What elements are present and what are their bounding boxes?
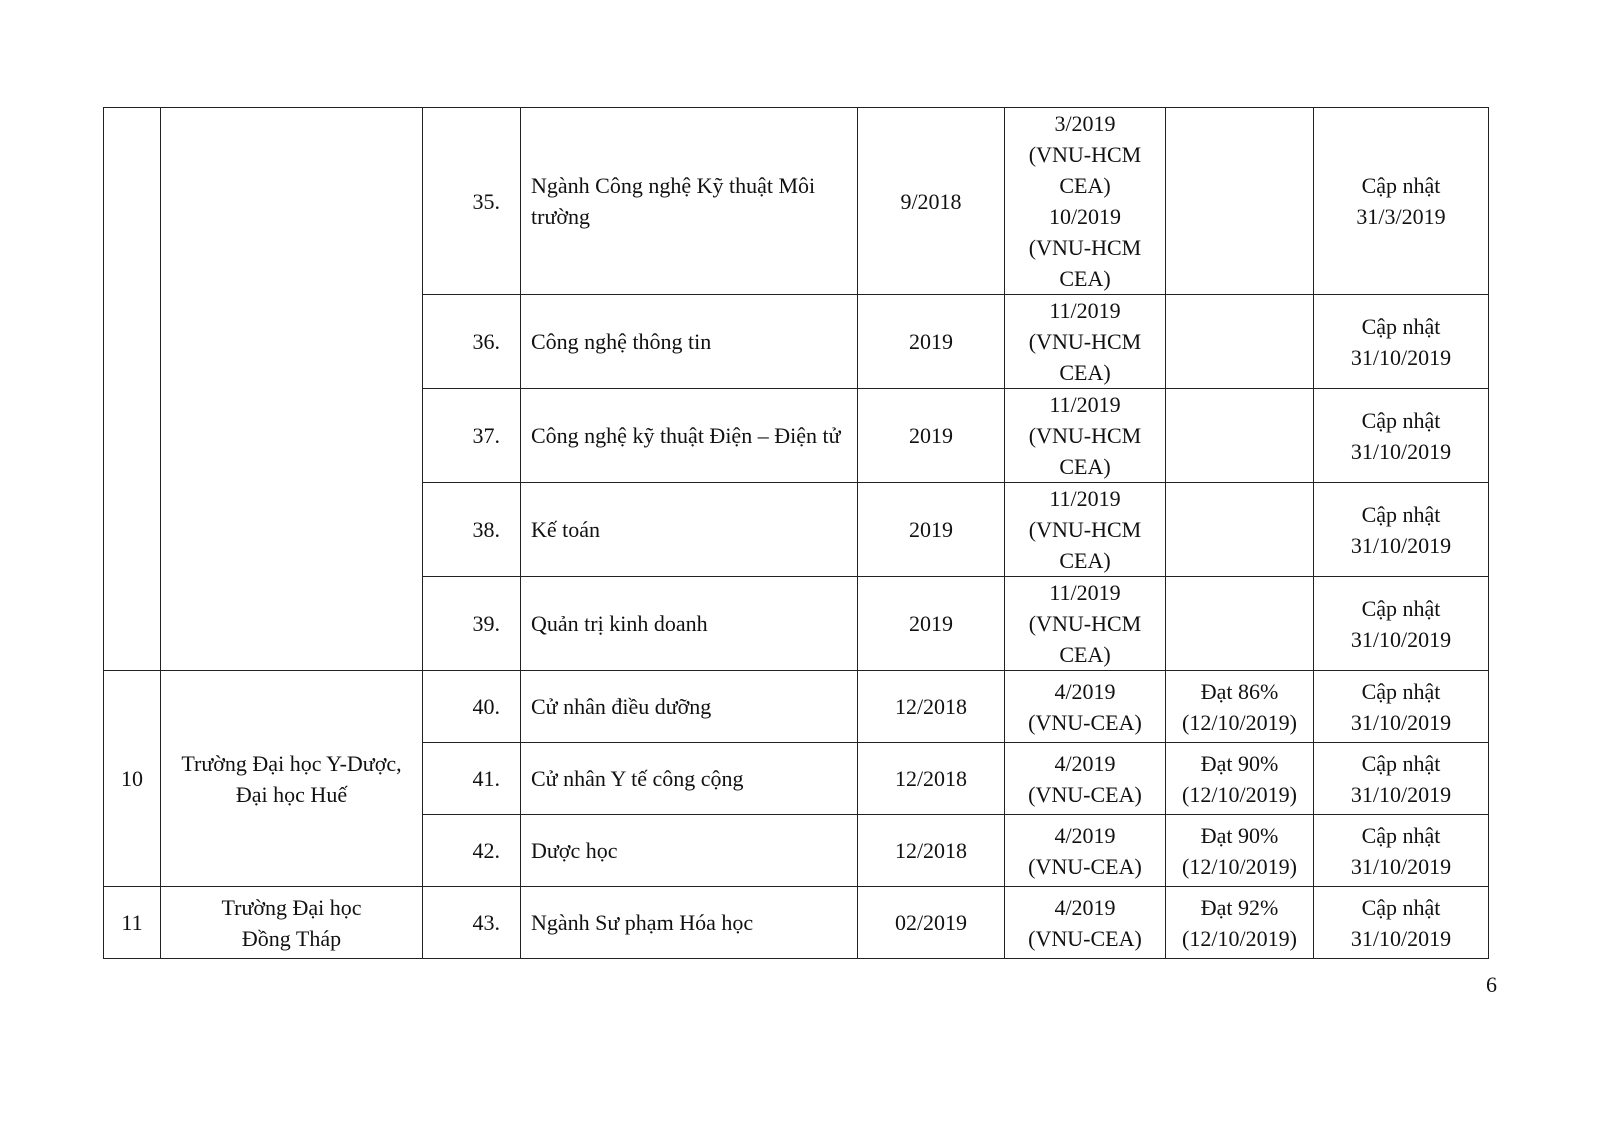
result-line: (12/10/2019) bbox=[1182, 781, 1297, 807]
note-line: 31/10/2019 bbox=[1350, 925, 1452, 951]
program-number-cell: 42. bbox=[423, 815, 521, 887]
university-cell bbox=[161, 108, 423, 671]
result-cell bbox=[1166, 295, 1314, 389]
page-number: 6 bbox=[1486, 972, 1497, 997]
program-name-cell: Kế toán bbox=[521, 483, 858, 577]
program-number-cell: 41. bbox=[423, 743, 521, 815]
note-line: 31/10/2019 bbox=[1350, 344, 1452, 370]
evaluation-cell bbox=[1005, 389, 1166, 483]
note-cell bbox=[1314, 887, 1489, 959]
note-line: Cập nhật bbox=[1361, 173, 1441, 198]
result-line: Đạt 90% bbox=[1200, 822, 1279, 848]
note-cell bbox=[1314, 389, 1489, 483]
accreditation-table bbox=[103, 107, 1489, 959]
evaluation-line: 3/2019 bbox=[1054, 111, 1116, 136]
evaluation-line: CEA) bbox=[1059, 360, 1111, 385]
note-cell bbox=[1314, 743, 1489, 815]
university-line: Trường Đại học Y-Dược, bbox=[181, 750, 402, 776]
evaluation-line: (VNU-HCM bbox=[1028, 611, 1142, 636]
evaluation-line: (VNU-HCM bbox=[1028, 517, 1142, 542]
evaluation-line: (VNU-CEA) bbox=[1028, 709, 1142, 735]
evaluation-line: 11/2019 bbox=[1049, 392, 1121, 417]
evaluation-line: CEA) bbox=[1059, 642, 1111, 667]
evaluation-line: CEA) bbox=[1059, 266, 1111, 291]
program-number-cell: 39. bbox=[423, 577, 521, 671]
evaluation-line: (VNU-CEA) bbox=[1028, 781, 1142, 807]
result-line: (12/10/2019) bbox=[1182, 709, 1297, 735]
university-line: Đồng Tháp bbox=[241, 925, 342, 951]
result-cell bbox=[1166, 887, 1314, 959]
note-cell bbox=[1314, 483, 1489, 577]
evaluation-line: 4/2019 bbox=[1054, 894, 1116, 920]
program-name-cell: Công nghệ thông tin bbox=[521, 295, 858, 389]
note-line: 31/10/2019 bbox=[1350, 781, 1452, 807]
table-row bbox=[104, 887, 1489, 959]
report-date-cell: 12/2018 bbox=[858, 743, 1005, 815]
program-name-cell: Ngành Công nghệ Kỹ thuật Môi trường bbox=[521, 108, 858, 295]
university-cell bbox=[161, 887, 423, 959]
evaluation-cell bbox=[1005, 108, 1166, 295]
evaluation-line: CEA) bbox=[1059, 454, 1111, 479]
program-name-cell: Ngành Sư phạm Hóa học bbox=[521, 887, 858, 959]
evaluation-line: CEA) bbox=[1059, 173, 1111, 198]
program-number-cell: 43. bbox=[423, 887, 521, 959]
report-date-cell: 2019 bbox=[858, 295, 1005, 389]
result-cell bbox=[1166, 483, 1314, 577]
result-cell bbox=[1166, 815, 1314, 887]
university-line: Trường Đại học bbox=[221, 894, 362, 920]
evaluation-line: (VNU-HCM bbox=[1028, 142, 1142, 167]
note-line: 31/10/2019 bbox=[1350, 709, 1452, 735]
report-date-cell: 12/2018 bbox=[858, 815, 1005, 887]
report-date-cell: 02/2019 bbox=[858, 887, 1005, 959]
note-line: Cập nhật bbox=[1361, 501, 1441, 527]
group-index-cell: 10 bbox=[104, 671, 161, 887]
program-name-cell: Quản trị kinh doanh bbox=[521, 577, 858, 671]
report-date-cell: 9/2018 bbox=[858, 108, 1005, 295]
evaluation-line: 11/2019 bbox=[1049, 486, 1121, 511]
table-body bbox=[104, 108, 1489, 959]
program-name-cell: Cử nhân điều dưỡng bbox=[521, 671, 858, 743]
program-name-cell: Công nghệ kỹ thuật Điện – Điện tử bbox=[521, 389, 858, 483]
evaluation-line: 11/2019 bbox=[1049, 580, 1121, 605]
result-line: Đạt 92% bbox=[1200, 894, 1279, 920]
note-line: 31/10/2019 bbox=[1350, 532, 1452, 558]
result-cell bbox=[1166, 108, 1314, 295]
evaluation-cell bbox=[1005, 743, 1166, 815]
program-name-cell: Dược học bbox=[521, 815, 858, 887]
note-line: 31/10/2019 bbox=[1350, 626, 1452, 652]
result-line: Đạt 86% bbox=[1200, 678, 1279, 704]
evaluation-cell bbox=[1005, 295, 1166, 389]
evaluation-cell bbox=[1005, 483, 1166, 577]
table-row bbox=[104, 108, 1489, 295]
program-name-cell: Cử nhân Y tế công cộng bbox=[521, 743, 858, 815]
evaluation-line: (VNU-HCM bbox=[1028, 423, 1142, 448]
note-cell bbox=[1314, 108, 1489, 295]
report-date-cell: 2019 bbox=[858, 577, 1005, 671]
evaluation-line: 4/2019 bbox=[1054, 678, 1116, 704]
result-cell bbox=[1166, 577, 1314, 671]
note-cell bbox=[1314, 671, 1489, 743]
note-line: Cập nhật bbox=[1361, 678, 1441, 704]
evaluation-line: 10/2019 bbox=[1048, 204, 1122, 229]
program-number-cell: 40. bbox=[423, 671, 521, 743]
evaluation-line: 4/2019 bbox=[1054, 750, 1116, 776]
evaluation-line: (VNU-CEA) bbox=[1028, 853, 1142, 879]
note-cell bbox=[1314, 815, 1489, 887]
note-line: Cập nhật bbox=[1361, 894, 1441, 920]
program-number-cell: 38. bbox=[423, 483, 521, 577]
note-line: Cập nhật bbox=[1361, 407, 1441, 433]
group-index-cell: 11 bbox=[104, 887, 161, 959]
result-cell bbox=[1166, 743, 1314, 815]
result-line: Đạt 90% bbox=[1200, 750, 1279, 776]
result-line: (12/10/2019) bbox=[1182, 853, 1297, 879]
report-date-cell: 12/2018 bbox=[858, 671, 1005, 743]
note-line: Cập nhật bbox=[1361, 595, 1441, 621]
result-cell bbox=[1166, 389, 1314, 483]
note-cell bbox=[1314, 577, 1489, 671]
report-date-cell: 2019 bbox=[858, 389, 1005, 483]
evaluation-cell bbox=[1005, 671, 1166, 743]
program-number-cell: 37. bbox=[423, 389, 521, 483]
evaluation-line: (VNU-CEA) bbox=[1028, 925, 1142, 951]
note-line: 31/10/2019 bbox=[1350, 853, 1452, 879]
university-line: Đại học Huế bbox=[235, 781, 348, 807]
evaluation-line: (VNU-HCM bbox=[1028, 329, 1142, 354]
note-line: Cập nhật bbox=[1361, 750, 1441, 776]
program-number-cell: 36. bbox=[423, 295, 521, 389]
evaluation-cell bbox=[1005, 815, 1166, 887]
evaluation-cell bbox=[1005, 887, 1166, 959]
evaluation-cell bbox=[1005, 577, 1166, 671]
note-line: Cập nhật bbox=[1361, 822, 1441, 848]
group-index-cell bbox=[104, 108, 161, 671]
note-line: Cập nhật bbox=[1361, 313, 1441, 339]
evaluation-line: 4/2019 bbox=[1054, 822, 1116, 848]
note-cell bbox=[1314, 295, 1489, 389]
table-row bbox=[104, 671, 1489, 743]
report-date-cell: 2019 bbox=[858, 483, 1005, 577]
program-number-cell: 35. bbox=[423, 108, 521, 295]
note-line: 31/3/2019 bbox=[1356, 204, 1446, 229]
result-cell bbox=[1166, 671, 1314, 743]
result-line: (12/10/2019) bbox=[1182, 925, 1297, 951]
note-line: 31/10/2019 bbox=[1350, 438, 1452, 464]
evaluation-line: 11/2019 bbox=[1049, 298, 1121, 323]
university-cell bbox=[161, 671, 423, 887]
evaluation-line: CEA) bbox=[1059, 548, 1111, 573]
evaluation-line: (VNU-HCM bbox=[1028, 235, 1142, 260]
